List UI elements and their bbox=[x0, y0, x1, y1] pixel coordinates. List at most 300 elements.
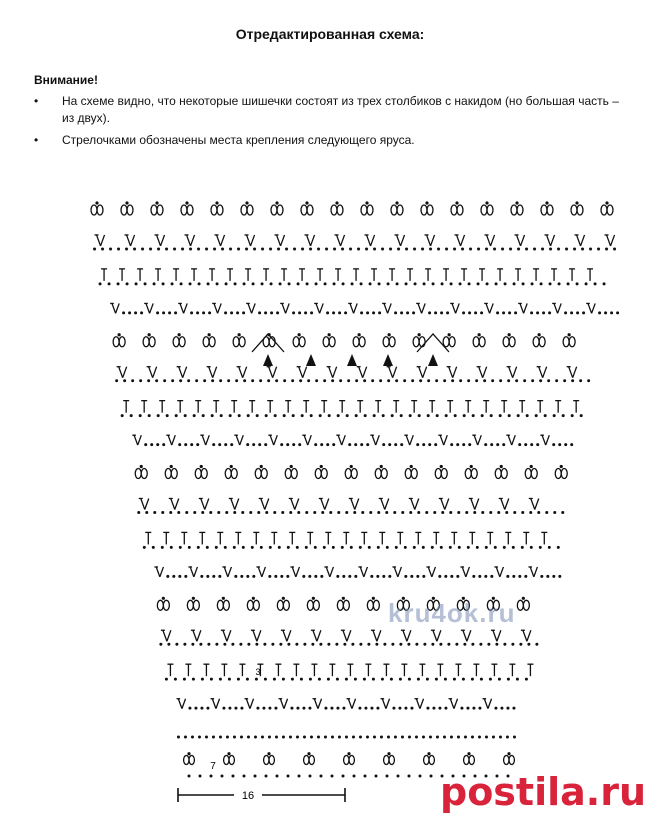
chain-dot bbox=[515, 201, 518, 204]
stitch-row bbox=[137, 498, 564, 514]
v-stitch bbox=[224, 567, 228, 577]
v-stitch bbox=[422, 303, 426, 313]
v-stitch bbox=[258, 567, 262, 577]
chain-dot bbox=[323, 379, 326, 382]
chain-dot bbox=[449, 511, 452, 514]
v-stitch bbox=[287, 630, 291, 641]
chain-dot bbox=[200, 707, 203, 710]
chain-dot bbox=[480, 311, 483, 314]
v-stitch bbox=[223, 630, 227, 641]
popcorn-stitch bbox=[479, 337, 485, 347]
chain-dot bbox=[450, 282, 453, 285]
popcorn-stitch bbox=[449, 337, 455, 347]
chain-dot bbox=[564, 311, 567, 314]
chain-dot bbox=[268, 575, 271, 578]
chain-dot bbox=[320, 775, 323, 778]
chain-dot bbox=[462, 443, 465, 446]
popcorn-stitch bbox=[293, 337, 299, 347]
chain-dot bbox=[441, 282, 444, 285]
chain-dot bbox=[394, 736, 397, 739]
chain-dot bbox=[478, 736, 481, 739]
popcorn-stitch bbox=[157, 600, 163, 610]
v-stitch bbox=[153, 367, 157, 378]
chain-dot bbox=[450, 736, 453, 739]
chain-dot bbox=[521, 546, 524, 549]
chain-dot bbox=[261, 247, 264, 250]
chain-dot bbox=[229, 414, 232, 417]
chain-dot bbox=[382, 575, 385, 578]
chain-dot bbox=[332, 546, 335, 549]
chain-dot bbox=[352, 736, 355, 739]
chain-dot bbox=[366, 311, 369, 314]
chain-dot bbox=[508, 414, 511, 417]
v-stitch bbox=[478, 435, 482, 445]
chain-dot bbox=[265, 414, 268, 417]
chain-dot bbox=[336, 678, 339, 681]
popcorn-stitch bbox=[231, 469, 237, 479]
v-stitch bbox=[415, 498, 419, 509]
chain-dot bbox=[240, 736, 243, 739]
v-stitch bbox=[239, 367, 243, 378]
chain-dot bbox=[359, 643, 362, 646]
chain-dot bbox=[459, 282, 462, 285]
chain-dot bbox=[235, 379, 238, 382]
chain-dot bbox=[406, 311, 409, 314]
chain-dot bbox=[219, 736, 222, 739]
popcorn-stitch bbox=[283, 600, 289, 610]
chain-dot bbox=[560, 465, 563, 468]
chain-dot bbox=[372, 678, 375, 681]
chain-dot bbox=[332, 311, 335, 314]
popcorn-stitch bbox=[344, 756, 349, 765]
v-stitch bbox=[456, 303, 460, 313]
chain-dot bbox=[342, 707, 345, 710]
v-stitch bbox=[577, 235, 581, 246]
popcorn-stitch bbox=[359, 337, 365, 347]
chain-dot bbox=[177, 511, 180, 514]
v-stitch bbox=[463, 630, 467, 641]
chain-dot bbox=[507, 678, 510, 681]
chain-dot bbox=[254, 775, 257, 778]
chain-dot bbox=[573, 247, 576, 250]
chain-dot bbox=[270, 311, 273, 314]
chain-dot bbox=[479, 643, 482, 646]
chain-dot bbox=[462, 311, 465, 314]
v-stitch bbox=[381, 498, 385, 509]
site-logo[interactable] bbox=[440, 770, 646, 814]
chain-dot bbox=[427, 414, 430, 417]
popcorn-stitch bbox=[217, 205, 223, 215]
popcorn-stitch bbox=[451, 205, 457, 215]
chain-dot bbox=[314, 546, 317, 549]
chain-dot bbox=[276, 311, 279, 314]
v-stitch bbox=[491, 235, 495, 246]
chain-dot bbox=[440, 465, 443, 468]
popcorn-stitch bbox=[343, 600, 349, 610]
popcorn-stitch bbox=[321, 469, 327, 479]
chain-dot bbox=[433, 511, 436, 514]
chain-dot bbox=[165, 678, 168, 681]
chain-dot bbox=[490, 443, 493, 446]
chain-dot bbox=[486, 282, 489, 285]
chain-dot bbox=[194, 707, 197, 710]
chain-dot bbox=[143, 546, 146, 549]
chain-dot bbox=[324, 707, 327, 710]
v-stitch bbox=[527, 630, 531, 641]
v-stitch bbox=[440, 435, 444, 445]
popcorn-stitch bbox=[253, 600, 259, 610]
popcorn-stitch bbox=[523, 600, 529, 610]
v-stitch bbox=[449, 367, 453, 378]
chain-dot bbox=[184, 443, 187, 446]
popcorn-stitch bbox=[285, 469, 291, 479]
v-stitch bbox=[488, 699, 492, 709]
popcorn-stitch bbox=[301, 205, 307, 215]
chain-dot bbox=[264, 311, 267, 314]
popcorn-stitch bbox=[353, 337, 359, 347]
inner-chain-label: 3 bbox=[255, 667, 261, 677]
chain-dot bbox=[417, 511, 420, 514]
chain-dot bbox=[481, 511, 484, 514]
chain-dot bbox=[224, 546, 227, 549]
v-stitch bbox=[355, 498, 359, 509]
chain-dot bbox=[453, 678, 456, 681]
v-stitch bbox=[363, 367, 367, 378]
v-stitch bbox=[273, 367, 277, 378]
chain-dot bbox=[361, 511, 364, 514]
chain-dot bbox=[514, 311, 517, 314]
chain-dot bbox=[169, 511, 172, 514]
chain-dot bbox=[582, 311, 585, 314]
chain-dot bbox=[237, 247, 240, 250]
v-stitch bbox=[509, 367, 513, 378]
chain-dot bbox=[555, 379, 558, 382]
v-stitch bbox=[524, 303, 528, 313]
popcorn-stitch bbox=[381, 469, 387, 479]
chain-dot bbox=[310, 736, 313, 739]
chain-dot bbox=[332, 443, 335, 446]
chain-dot bbox=[360, 282, 363, 285]
chain-dot bbox=[490, 575, 493, 578]
chain-dot bbox=[230, 465, 233, 468]
chain-dot bbox=[309, 247, 312, 250]
chain-dot bbox=[571, 414, 574, 417]
v-stitch bbox=[157, 235, 161, 246]
chain-dot bbox=[547, 379, 550, 382]
chain-dot bbox=[183, 678, 186, 681]
chain-dot bbox=[400, 443, 403, 446]
v-stitch bbox=[168, 435, 172, 445]
chain-dot bbox=[506, 575, 509, 578]
popcorn-stitch bbox=[307, 205, 313, 215]
bottom-dimension bbox=[178, 667, 345, 803]
chain-dot bbox=[310, 311, 313, 314]
v-stitch bbox=[512, 435, 516, 445]
chain-dot bbox=[336, 575, 339, 578]
v-stitch bbox=[338, 435, 342, 445]
v-stitch bbox=[534, 567, 538, 577]
chain-dot bbox=[328, 414, 331, 417]
chain-dot bbox=[331, 775, 334, 778]
popcorn-stitch bbox=[481, 205, 487, 215]
popcorn-stitch bbox=[141, 469, 147, 479]
chain-dot bbox=[366, 443, 369, 446]
chain-dot bbox=[302, 575, 305, 578]
popcorn-stitch bbox=[264, 756, 269, 765]
chain-dot bbox=[472, 707, 475, 710]
v-stitch bbox=[490, 303, 494, 313]
chain-dot bbox=[558, 443, 561, 446]
chain-dot bbox=[369, 282, 372, 285]
note-text: На схеме видно, что некоторые шишечки состоят из трех столбиков с накидом (но большая часть – из двух). bbox=[62, 94, 619, 125]
chain-dot bbox=[395, 546, 398, 549]
chain-dot bbox=[387, 379, 390, 382]
chain-dot bbox=[407, 643, 410, 646]
chain-dot bbox=[396, 282, 399, 285]
stitch-row bbox=[121, 401, 583, 418]
v-stitch bbox=[212, 699, 216, 709]
chain-dot bbox=[315, 379, 318, 382]
chain-dot bbox=[468, 311, 471, 314]
chain-dot bbox=[348, 575, 351, 578]
chain-dot bbox=[571, 379, 574, 382]
popcorn-stitch bbox=[471, 469, 477, 479]
chain-dot bbox=[455, 201, 458, 204]
chain-dot bbox=[314, 575, 317, 578]
popcorn-stitch bbox=[367, 205, 373, 215]
chain-dot bbox=[324, 282, 327, 285]
chain-dot bbox=[497, 511, 500, 514]
chain-dot bbox=[175, 414, 178, 417]
popcorn-stitch bbox=[464, 756, 469, 765]
chain-dot bbox=[506, 707, 509, 710]
chain-dot bbox=[404, 546, 407, 549]
chain-dot bbox=[269, 247, 272, 250]
chain-dot bbox=[416, 575, 419, 578]
chain-dot bbox=[137, 511, 140, 514]
chain-dot bbox=[211, 414, 214, 417]
popcorn-stitch bbox=[209, 337, 215, 347]
chain-dot bbox=[140, 465, 143, 468]
chain-dot bbox=[216, 282, 219, 285]
chain-dot bbox=[535, 414, 538, 417]
chain-dot bbox=[530, 465, 533, 468]
chain-dot bbox=[435, 678, 438, 681]
v-stitch bbox=[581, 235, 585, 246]
chain-dot bbox=[189, 247, 192, 250]
chain-dot bbox=[206, 546, 209, 549]
chain-dot bbox=[256, 707, 259, 710]
chain-dot bbox=[331, 736, 334, 739]
v-stitch bbox=[214, 303, 218, 313]
chain-dot bbox=[377, 546, 380, 549]
popcorn-stitch bbox=[151, 205, 157, 215]
chain-dot bbox=[290, 707, 293, 710]
popcorn-stitch bbox=[569, 337, 575, 347]
v-stitch bbox=[209, 367, 213, 378]
v-stitch bbox=[311, 235, 315, 246]
chain-dot bbox=[422, 575, 425, 578]
chain-dot bbox=[387, 736, 390, 739]
popcorn-stitch bbox=[211, 205, 217, 215]
chain-dot bbox=[337, 511, 340, 514]
v-stitch bbox=[326, 567, 330, 577]
chain-dot bbox=[485, 247, 488, 250]
chain-dot bbox=[474, 311, 477, 314]
chain-dot bbox=[153, 282, 156, 285]
chain-dot bbox=[225, 511, 228, 514]
chain-dot bbox=[480, 678, 483, 681]
chain-dot bbox=[477, 282, 480, 285]
chain-dot bbox=[450, 443, 453, 446]
chain-dot bbox=[178, 443, 181, 446]
v-stitch bbox=[360, 567, 364, 577]
chain-dot bbox=[438, 575, 441, 578]
chain-dot bbox=[260, 465, 263, 468]
chain-dot bbox=[202, 311, 205, 314]
chain-dot bbox=[99, 282, 102, 285]
chain-dot bbox=[184, 575, 187, 578]
chain-dot bbox=[122, 311, 125, 314]
popcorn-stitch bbox=[429, 756, 434, 765]
chain-dot bbox=[323, 546, 326, 549]
v-stitch bbox=[359, 367, 363, 378]
popcorn-stitch bbox=[517, 205, 523, 215]
chain-dot bbox=[468, 443, 471, 446]
chain-dot bbox=[598, 311, 601, 314]
chain-dot bbox=[166, 414, 169, 417]
v-stitch bbox=[145, 498, 149, 509]
chain-dot bbox=[462, 678, 465, 681]
chain-dot bbox=[213, 247, 216, 250]
chain-dot bbox=[511, 643, 514, 646]
popcorn-stitch bbox=[389, 756, 394, 765]
chain-dot bbox=[536, 311, 539, 314]
chain-dot bbox=[576, 282, 579, 285]
chain-dot bbox=[355, 414, 358, 417]
chain-dot bbox=[117, 247, 120, 250]
stitch-row bbox=[132, 435, 573, 446]
popcorn-stitch bbox=[473, 337, 479, 347]
chain-dot bbox=[491, 379, 494, 382]
chain-dot bbox=[298, 333, 301, 336]
popcorn-stitch bbox=[195, 469, 201, 479]
chain-dot bbox=[309, 678, 312, 681]
chain-dot bbox=[200, 575, 203, 578]
page-title: Отредактированная схема: bbox=[235, 26, 425, 42]
chain-dot bbox=[394, 311, 397, 314]
chain-dot bbox=[109, 247, 112, 250]
chain-dot bbox=[144, 443, 147, 446]
chain-dot bbox=[252, 282, 255, 285]
v-stitch bbox=[156, 567, 160, 577]
chain-dot bbox=[567, 282, 570, 285]
chain-dot bbox=[287, 643, 290, 646]
chain-dot bbox=[155, 379, 158, 382]
v-stitch bbox=[206, 435, 210, 445]
popcorn-stitch bbox=[563, 337, 569, 347]
popcorn-stitch bbox=[383, 337, 389, 347]
chain-dot bbox=[367, 643, 370, 646]
chain-dot bbox=[558, 575, 561, 578]
chain-dot bbox=[427, 379, 430, 382]
chain-dot bbox=[144, 282, 147, 285]
stitch-row bbox=[159, 630, 538, 646]
chain-dot bbox=[472, 414, 475, 417]
arrow-marker bbox=[263, 354, 273, 366]
chain-dot bbox=[443, 379, 446, 382]
chain-dot bbox=[337, 414, 340, 417]
stitch-row bbox=[143, 532, 560, 549]
v-stitch bbox=[296, 567, 300, 577]
chain-dot bbox=[388, 575, 391, 578]
chain-dot bbox=[458, 546, 461, 549]
chain-dot bbox=[387, 282, 390, 285]
chain-dot bbox=[217, 511, 220, 514]
chain-dot bbox=[414, 282, 417, 285]
chain-dot bbox=[448, 333, 451, 336]
v-stitch bbox=[569, 367, 573, 378]
chain-dot bbox=[412, 311, 415, 314]
chain-dot bbox=[312, 597, 315, 600]
chain-dot bbox=[604, 311, 607, 314]
chain-dot bbox=[587, 379, 590, 382]
chain-dot bbox=[509, 247, 512, 250]
v-stitch bbox=[283, 630, 287, 641]
chain-dot bbox=[422, 736, 425, 739]
chain-dot bbox=[398, 707, 401, 710]
chain-dot bbox=[544, 414, 547, 417]
chain-dot bbox=[252, 443, 255, 446]
v-stitch bbox=[274, 435, 278, 445]
chain-dot bbox=[413, 546, 416, 549]
popcorn-stitch bbox=[525, 469, 531, 479]
chain-dot bbox=[251, 379, 254, 382]
chain-dot bbox=[413, 247, 416, 250]
chain-dot bbox=[373, 414, 376, 417]
chain-dot bbox=[275, 379, 278, 382]
chain-dot bbox=[141, 247, 144, 250]
chain-dot bbox=[401, 511, 404, 514]
chain-dot bbox=[187, 379, 190, 382]
chain-dot bbox=[230, 311, 233, 314]
v-stitch bbox=[227, 630, 231, 641]
chain-dot bbox=[289, 511, 292, 514]
chain-dot bbox=[434, 311, 437, 314]
v-stitch bbox=[452, 303, 456, 313]
popcorn-stitch bbox=[171, 469, 177, 479]
v-stitch bbox=[475, 498, 479, 509]
chain-dot bbox=[202, 414, 205, 417]
v-stitch bbox=[235, 498, 239, 509]
chain-dot bbox=[296, 736, 299, 739]
chain-dot bbox=[275, 201, 278, 204]
v-stitch bbox=[281, 235, 285, 246]
chain-dot bbox=[279, 282, 282, 285]
chain-dot bbox=[290, 465, 293, 468]
chain-dot bbox=[181, 247, 184, 250]
chain-dot bbox=[259, 379, 262, 382]
chain-dot bbox=[501, 247, 504, 250]
chain-dot bbox=[410, 707, 413, 710]
chain-dot bbox=[353, 511, 356, 514]
v-stitch bbox=[284, 699, 288, 709]
chain-dot bbox=[319, 643, 322, 646]
chain-dot bbox=[277, 247, 280, 250]
v-stitch bbox=[325, 498, 329, 509]
chain-dot bbox=[281, 511, 284, 514]
popcorn-stitch bbox=[465, 469, 471, 479]
